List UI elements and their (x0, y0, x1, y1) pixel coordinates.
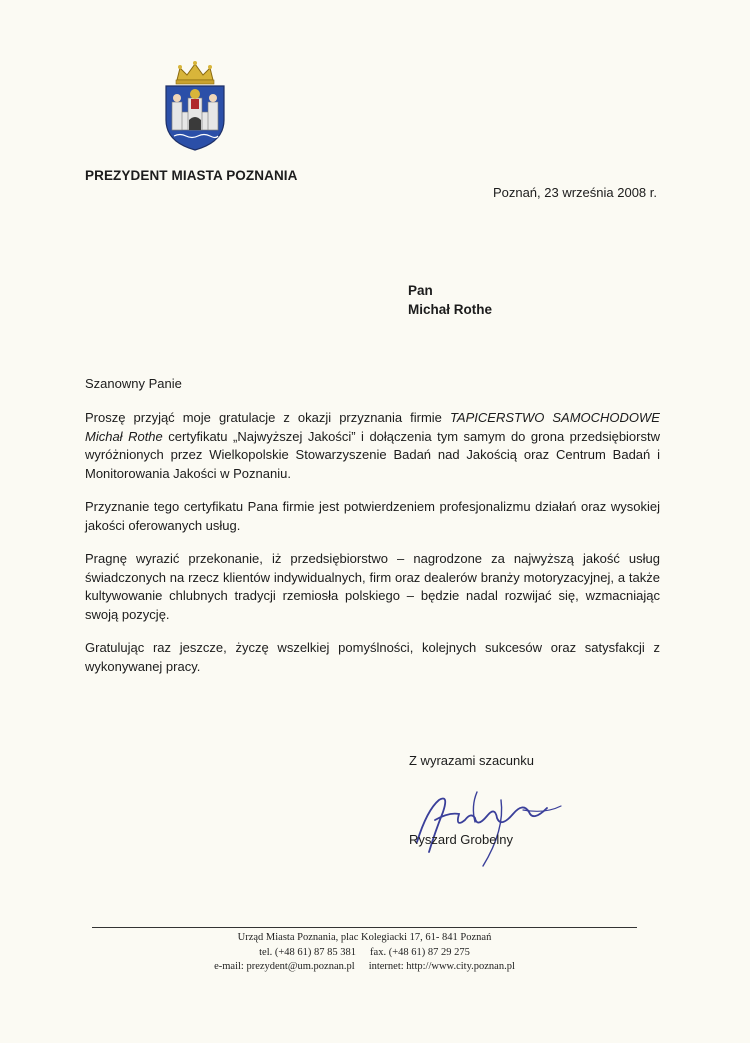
paragraph-1-start: Proszę przyjąć moje gratulacje z okazji przyznania firmie (85, 410, 450, 425)
letterhead-footer (92, 931, 637, 975)
recipient-name: Michał Rothe (408, 302, 493, 317)
footer-tel: tel. (+48 61) 87 85 381 (259, 946, 357, 958)
paragraph-2: Przyznanie tego certyfikatu Pana firmie jest potwierdzeniem profesjonalizmu działań oraz wysokiej jakości oferowanych usług. (85, 499, 660, 533)
recipient-title: Pan (408, 283, 433, 298)
company-name: TAPICERSTWO SAMOCHODOWE Michał Rothe (85, 410, 660, 444)
closing-phrase: Z wyrazami szacunku (409, 753, 534, 768)
office-title: PREZYDENT MIASTA POZNANIA (85, 168, 298, 183)
salutation: Szanowny Panie (85, 376, 182, 391)
paragraph-1 (85, 409, 660, 483)
coat-of-arms-icon (160, 58, 230, 153)
paragraph-4: Gratulując raz jeszcze, życzę wszelkiej pomyślności, kolejnych sukcesów oraz satysfakcji z wykonywanej pracy. (85, 640, 660, 674)
footer-web-row (92, 960, 637, 975)
letter-date: Poznań, 23 września 2008 r. (492, 185, 657, 200)
signature-icon (405, 770, 570, 870)
footer-address: Urząd Miasta Poznania, plac Kolegiacki 17, 61- 841 Poznań (237, 932, 492, 943)
footer-phone-row (92, 946, 637, 961)
recipient-block (408, 281, 492, 319)
paragraph-1-end: certyfikatu „Najwyższej Jakości” i dołączenia tym samym do grona przedsiębiorstw wyróżnionych przez Wielkopolskie Stowarzyszenie Badań nad Jakością oraz Centrum Badań i Monitorowania Jakości w Poznaniu. (85, 428, 660, 481)
footer-internet: internet: http://www.city.poznan.pl (368, 961, 515, 972)
footer-fax: fax. (+48 61) 87 29 275 (370, 946, 470, 958)
letter-body (85, 409, 660, 676)
signer-name: Ryszard Grobelny (409, 832, 514, 847)
footer-email: e-mail: prezydent@um.poznan.pl (214, 961, 355, 972)
footer-divider (92, 927, 637, 928)
paragraph-3: Pragnę wyrazić przekonanie, iż przedsiębiorstwo – nagrodzone za najwyższą jakość usług świadczonych na rzecz klientów indywidualnych, firm oraz dealerów branży motoryzacyjnej, a także kultywowanie chlubnych tradycji rzemiosła polskiego – będzie nadal rozwijać się, wzmacniając swoją pozycję. (85, 551, 660, 622)
